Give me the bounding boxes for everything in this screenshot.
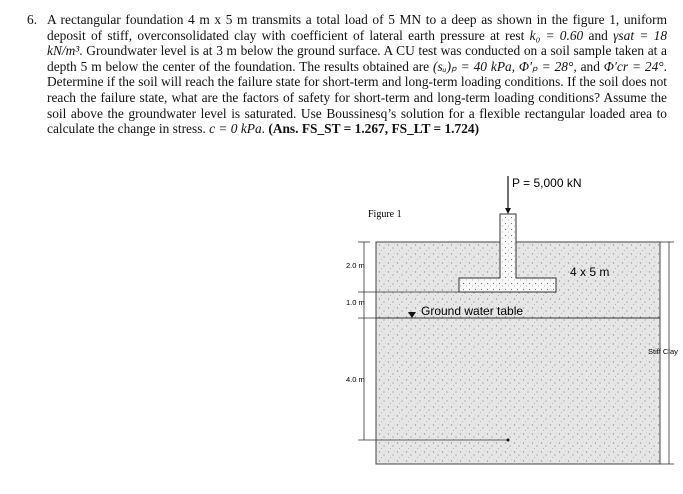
answer-text: (Ans. FS_ST = 1.267, FS_LT = 1.724): [268, 121, 480, 137]
size-label: 4 x 5 m: [570, 265, 610, 279]
sample-point: [507, 439, 510, 442]
load-label: P = 5,000 kN: [512, 176, 582, 190]
gamma-sat-expression: γsat = 18 kN/m³: [47, 27, 668, 59]
dim-label-mid: 1.0 m: [346, 298, 365, 307]
load-arrow-head: [505, 208, 511, 214]
k0-expression: k₀ = 0.60: [529, 27, 584, 43]
c-expression: c = 0 kPa: [209, 121, 262, 137]
phi-cr-expression: Φ′cr = 24°: [603, 58, 664, 74]
figure-caption: Figure 1: [368, 209, 402, 220]
text-part-d: .: [261, 121, 269, 137]
soil-label: Stiff Clay: [648, 347, 678, 356]
dim-label-bottom: 4.0 m: [346, 375, 365, 384]
and-word-2: and: [576, 58, 604, 74]
problem-number: 6.: [27, 12, 38, 27]
dim-label-top: 2.0 m: [346, 261, 365, 270]
and-word: and: [583, 27, 614, 43]
water-table-label: Ground water table: [421, 304, 524, 318]
soil-block: [376, 242, 660, 464]
text-part-c: . Determine if the soil will reach the failure state for short-term and long-term loading conditions. If the soil does not reach the failure state, what are the factors of safety for short-term and long-term loading conditions? Assume the soil above the groundwater level is saturated. Use Boussinesq’s solution for a flexible rectangular loaded area to calculate the change in stress.: [47, 58, 667, 137]
text-part-a: A rectangular foundation 4 m x 5 m transmits a total load of 5 MN to a deep as shown in the figure 1, uniform deposit of stiff, overconsolidated clay with coefficient of lateral earth pressure at rest: [47, 12, 667, 43]
text-part-b: . Groundwater level is at 3 m below the ground surface. A CU test was conducted on a soil sample taken at a depth 5 m below the center of the foundation. The results obtained are: [47, 43, 667, 74]
su-expression: (sᵤ)ₚ = 40 kPa, Φ′ₚ = 28°,: [433, 58, 577, 74]
